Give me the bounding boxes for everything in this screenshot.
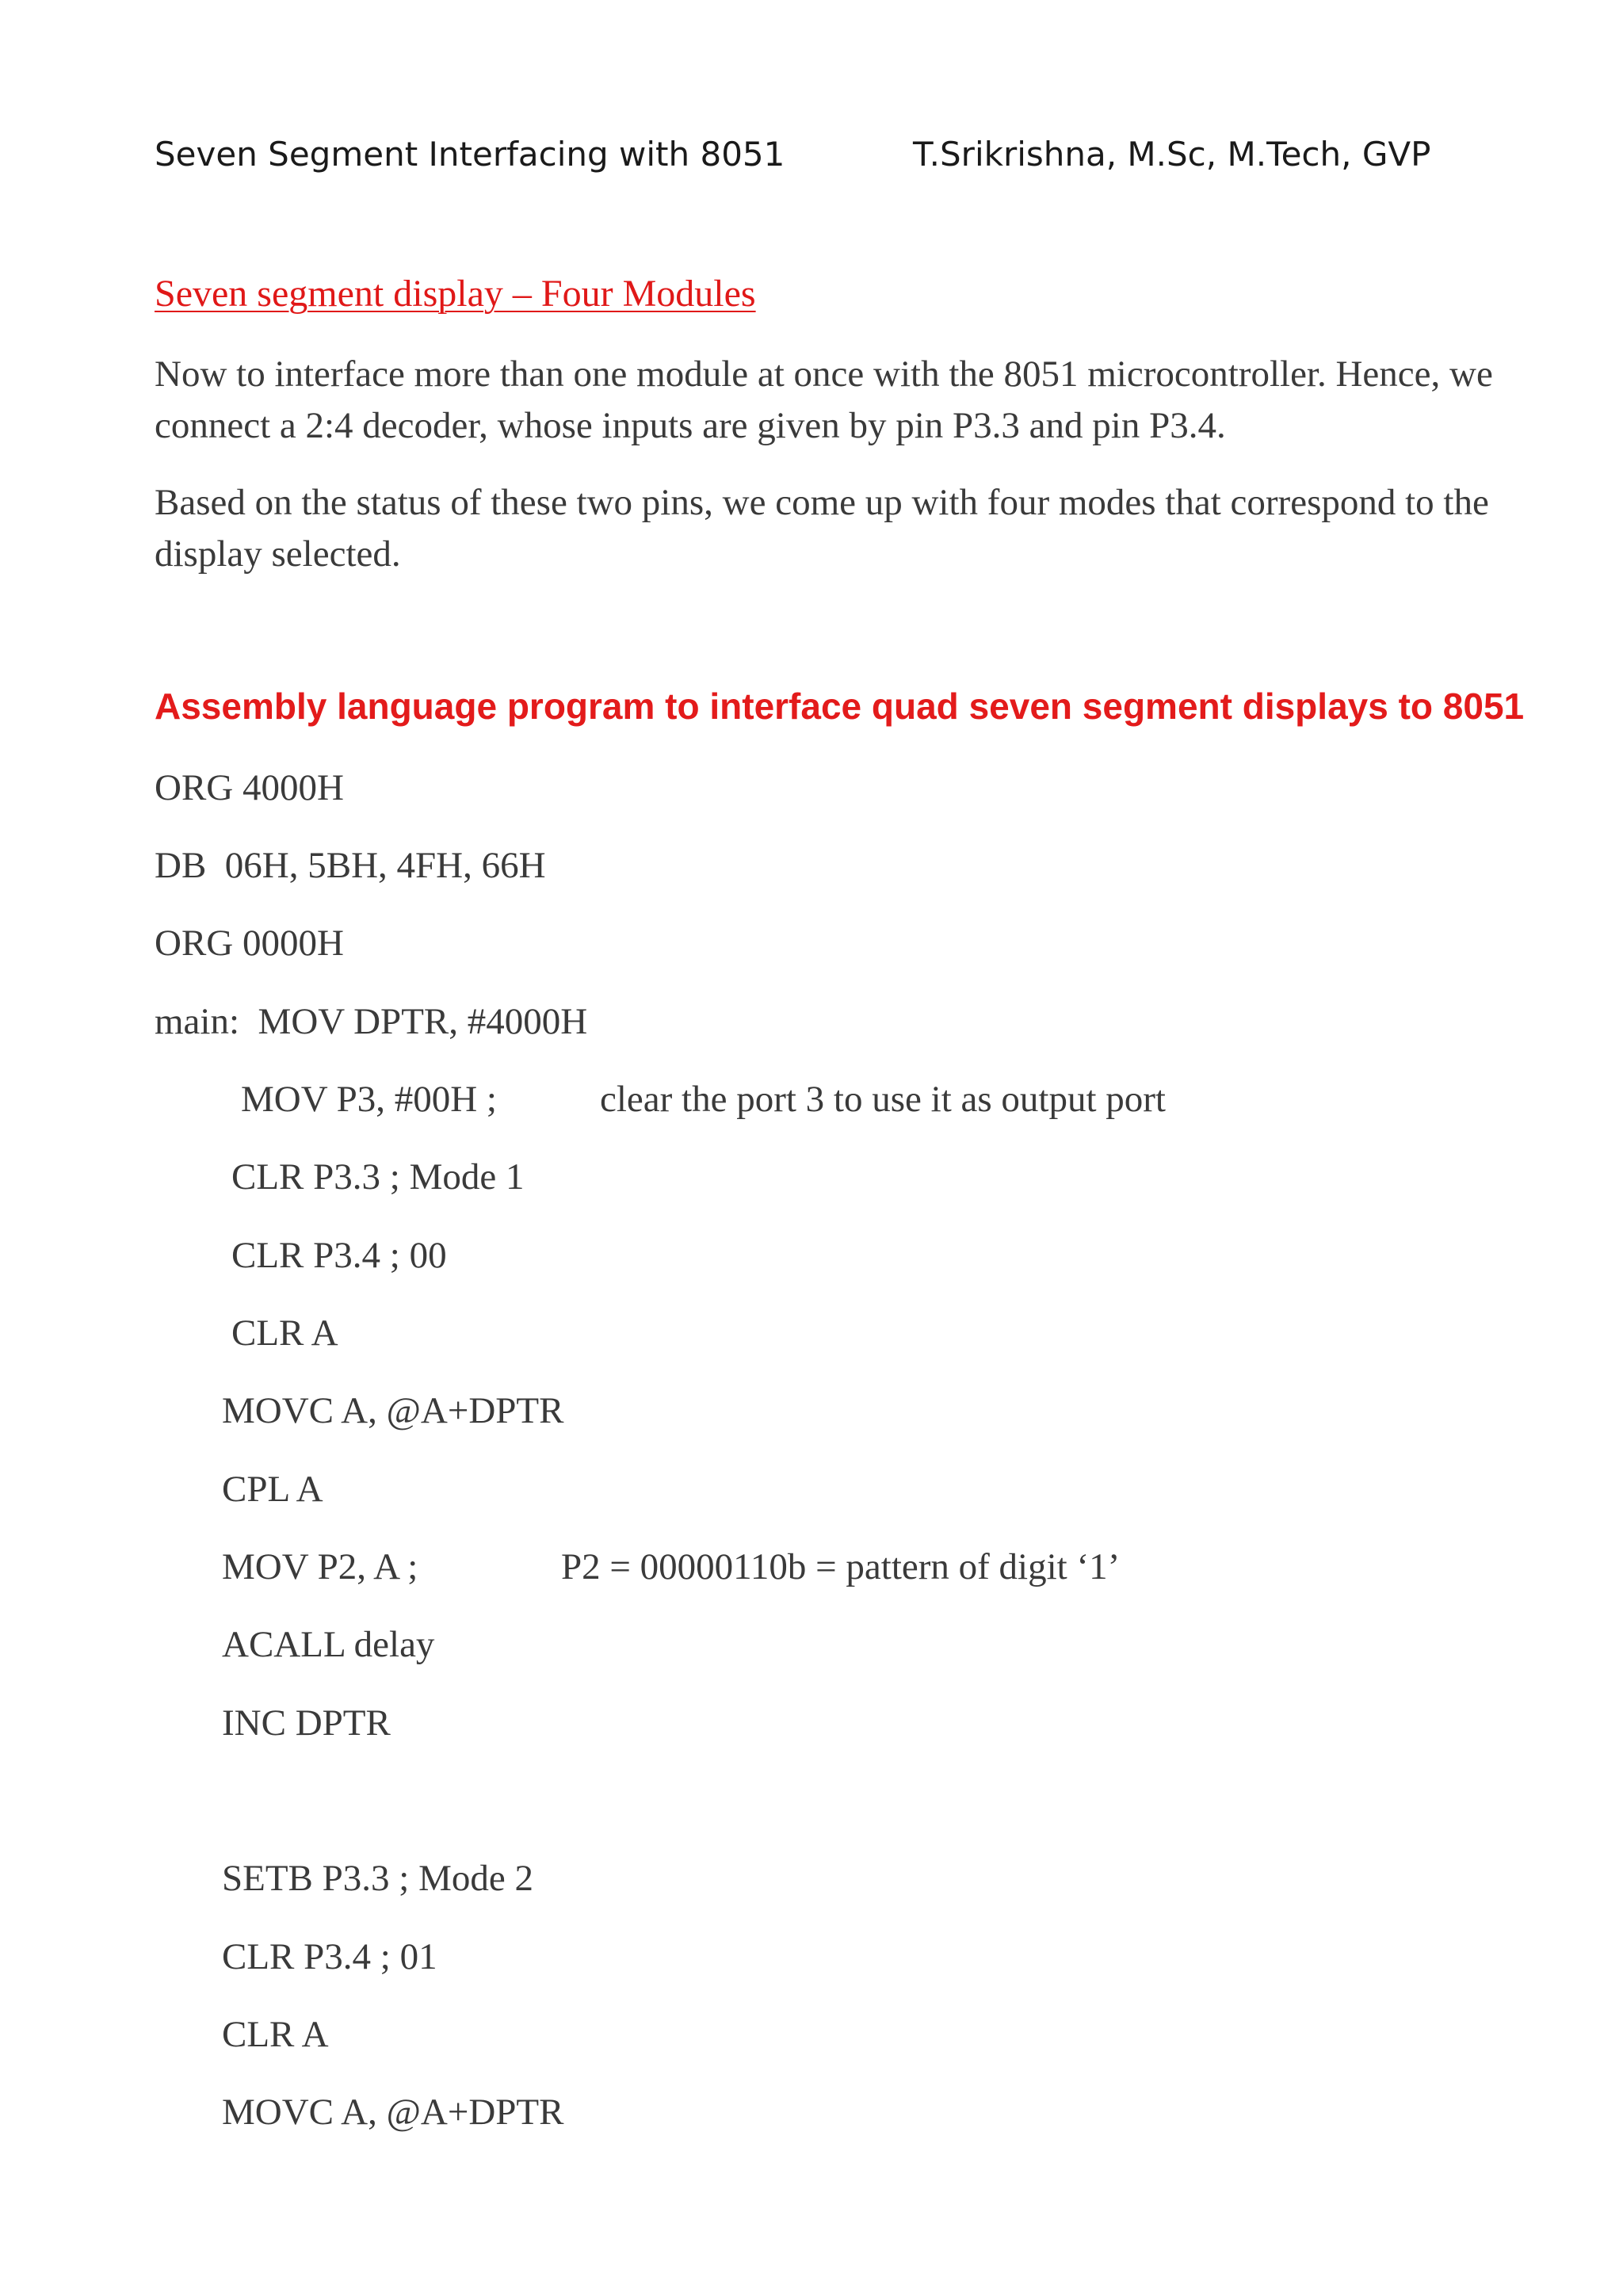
code-line: MOVC A, @A+DPTR <box>222 1390 564 1431</box>
code-line: CLR A <box>222 2014 329 2055</box>
intro-paragraph: Now to interface more than one module at once with the 8051 microcontroller. Hence, we connect a 2:4 decoder, whose inputs are given by pin P3.3 and pin P3.4. <box>155 353 1493 446</box>
code-line: ORG 0000H <box>155 923 344 964</box>
code-line: main: MOV DPTR, #4000H <box>155 1001 588 1042</box>
code-line: INC DPTR <box>222 1702 391 1744</box>
code-line: DB 06H, 5BH, 4FH, 66H <box>155 845 546 886</box>
code-line: ORG 4000H <box>155 767 344 808</box>
code-line: CLR P3.4 ; 01 <box>222 1936 437 1977</box>
code-line: CPL A <box>222 1469 323 1510</box>
code-line: CLR A <box>231 1312 338 1354</box>
code-comment: P2 = 00000110b = pattern of digit ‘1’ <box>561 1546 1121 1587</box>
code-line: MOV P3, #00H ; <box>241 1079 497 1120</box>
section-heading: Seven segment display – Four Modules <box>155 273 756 315</box>
code-line: CLR P3.3 ; Mode 1 <box>231 1156 525 1198</box>
code-line: MOV P2, A ; <box>222 1546 418 1587</box>
header-author: T.Srikrishna, M.Sc, M.Tech, GVP <box>913 135 1431 174</box>
code-line: CLR P3.4 ; 00 <box>231 1235 447 1276</box>
header-title: Seven Segment Interfacing with 8051 <box>155 135 785 174</box>
code-comment: clear the port 3 to use it as output port <box>600 1079 1166 1120</box>
code-line: SETB P3.3 ; Mode 2 <box>222 1858 534 1899</box>
code-line: MOVC A, @A+DPTR <box>222 2092 564 2133</box>
program-heading: Assembly language program to interface quad seven segment displays to 8051 <box>155 686 1525 727</box>
modes-paragraph: Based on the status of these two pins, we come up with four modes that correspond to the display selected. <box>155 482 1489 575</box>
code-line: ACALL delay <box>222 1624 435 1665</box>
